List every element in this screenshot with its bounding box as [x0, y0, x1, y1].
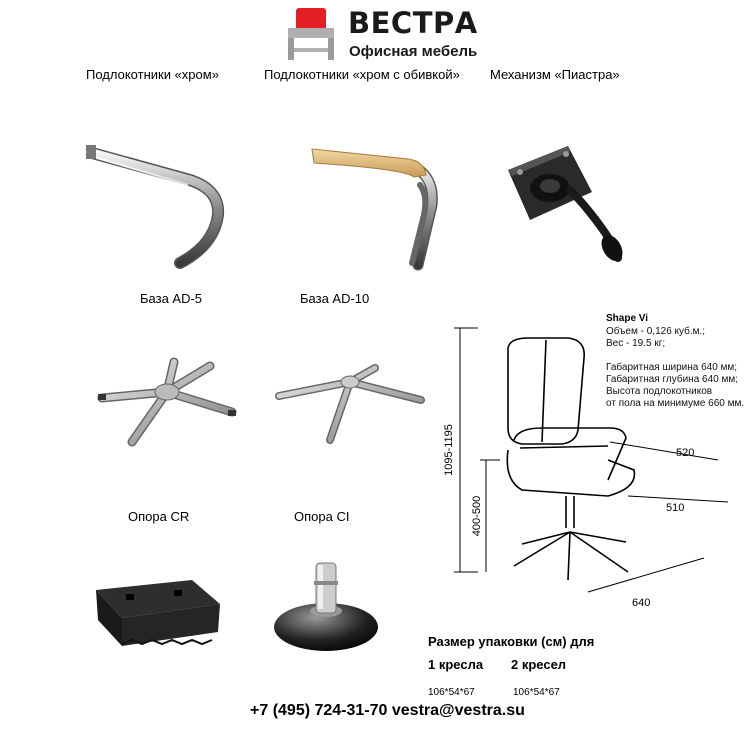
dimension-base: 640: [632, 597, 651, 609]
base-ad10-icon: [275, 360, 425, 450]
glide-ci-icon: [270, 555, 385, 655]
spec-details: [606, 326, 744, 410]
dimension-seat-depth: 510: [666, 502, 685, 514]
caption-glide-cr: Опора CR: [128, 509, 190, 524]
spec-line: Вес - 19.5 кг;: [606, 338, 666, 349]
caption-upholstered-armrest: Подлокотники «хром с обивкой»: [264, 67, 460, 82]
spec-line: Габаритная ширина 640 мм;: [606, 362, 738, 373]
glide-cr-icon: [92, 570, 224, 648]
packaging-col2-label: 2 кресел: [511, 657, 567, 672]
chair-logo-icon: [284, 8, 338, 60]
spec-line: Объем - 0,126 куб.м.;: [606, 326, 706, 337]
spec-line: Высота подлокотников: [606, 386, 713, 397]
chrome-armrest-icon: [80, 135, 230, 275]
piastra-mechanism-icon: [500, 140, 630, 270]
caption-base-ad5: База AD-5: [140, 291, 203, 306]
caption-chrome-armrest: Подлокотники «хром»: [86, 67, 219, 82]
spec-line: от пола на минимуме 660 мм.: [606, 398, 745, 409]
caption-base-ad10: База AD-10: [300, 291, 370, 306]
upholstered-armrest-icon: [300, 135, 450, 275]
dimension-seat-width: 520: [676, 447, 695, 459]
spec-line: [606, 350, 744, 362]
dimension-height: 1095-1195: [443, 424, 455, 476]
packaging-col1-value: 106*54*67: [428, 687, 475, 698]
packaging-col1-label: 1 кресла: [428, 657, 484, 672]
caption-piastra-mechanism: Механизм «Пиастра»: [490, 67, 620, 82]
packaging-col2-value: 106*54*67: [513, 687, 560, 698]
brand-name: ВЕСТРА: [348, 6, 478, 40]
spec-model-name: Shape Vi: [606, 313, 649, 324]
brand-tagline: Офисная мебель: [349, 43, 478, 60]
spec-line: Габаритная глубина 640 мм;: [606, 374, 739, 385]
contact-info[interactable]: +7 (495) 724-31-70 vestra@vestra.su: [250, 702, 525, 719]
packaging-title: Размер упаковки (см) для: [428, 634, 595, 649]
caption-glide-ci: Опора CI: [294, 509, 350, 524]
dimension-seat-height: 400-500: [471, 495, 483, 537]
base-ad5-icon: [92, 352, 242, 452]
